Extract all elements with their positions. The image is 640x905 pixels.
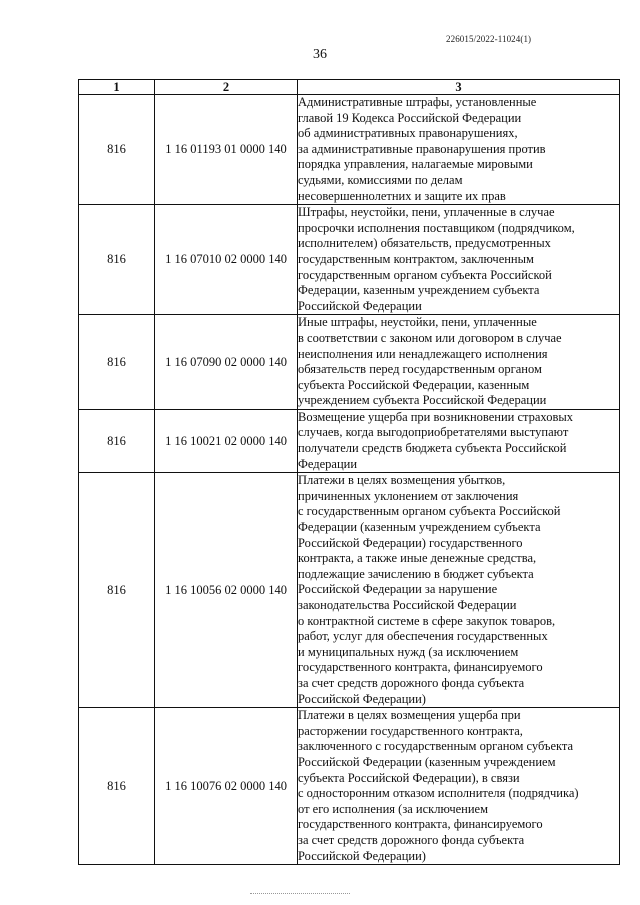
description-line: с односторонним отказом исполнителя (подрядчика)	[298, 786, 579, 801]
description-line: Российской Федерации	[298, 298, 422, 313]
description-line: государственного контракта, финансируемого	[298, 817, 543, 832]
table-row	[79, 708, 620, 865]
table-row	[79, 315, 620, 410]
description-line: обязательств перед государственным органом	[298, 362, 542, 377]
admin-code-cell: 816	[79, 95, 155, 205]
description-line: об административных правонарушениях,	[298, 126, 518, 141]
description-line: исполнителем) обязательств, предусмотренных	[298, 236, 551, 251]
admin-code-cell: 816	[79, 315, 155, 410]
description-line: Иные штрафы, неустойки, пени, уплаченные	[298, 315, 537, 330]
description-line: Штрафы, неустойки, пени, уплаченные в случае	[298, 205, 555, 220]
budget-code-cell: 1 16 01193 01 0000 140	[155, 95, 298, 205]
description-line: от его исполнения (за исключением	[298, 801, 489, 816]
description-line: субъекта Российской Федерации, казенным	[298, 377, 530, 392]
description-line: государственным контрактом, заключенным	[298, 251, 534, 266]
description-line: Федерации	[298, 456, 358, 471]
table-header-row	[79, 80, 620, 95]
budget-code-cell: 1 16 10056 02 0000 140	[155, 473, 298, 708]
description-line: Российской Федерации за нарушение	[298, 582, 498, 597]
description-line: Возмещение ущерба при возникновении страховых	[298, 409, 573, 424]
description-line: государственного контракта, финансируемого	[298, 660, 543, 675]
description-cell	[298, 473, 620, 708]
description-line: за административные правонарушения против	[298, 141, 546, 156]
description-line: подлежащие зачислению в бюджет субъекта	[298, 566, 534, 581]
column-header-1: 1	[79, 80, 155, 95]
admin-code-cell: 816	[79, 473, 155, 708]
admin-code-cell: 816	[79, 708, 155, 865]
description-line: о контрактной системе в сфере закупок товаров,	[298, 613, 556, 628]
description-line: работ, услуг для обеспечения государственных	[298, 629, 548, 644]
description-line: Российской Федерации) государственного	[298, 535, 523, 550]
description-line: с государственным органом субъекта Российской	[298, 504, 561, 519]
description-line: Федерации (казенным учреждением субъекта	[298, 520, 541, 535]
budget-code-cell: 1 16 10021 02 0000 140	[155, 409, 298, 472]
document-id: 226015/2022-11024(1)	[446, 34, 532, 44]
description-line: Платежи в целях возмещения убытков,	[298, 473, 506, 488]
description-line: неисполнения или ненадлежащего исполнения	[298, 346, 548, 361]
description-cell	[298, 409, 620, 472]
description-cell	[298, 95, 620, 205]
description-line: причиненных уклонением от заключения	[298, 488, 519, 503]
budget-code-cell: 1 16 07010 02 0000 140	[155, 205, 298, 315]
description-cell	[298, 315, 620, 410]
description-line: государственным органом субъекта Российской	[298, 267, 552, 282]
table-row	[79, 205, 620, 315]
description-line: за счет средств дорожного фонда субъекта	[298, 832, 525, 847]
description-line: Административные штрафы, установленные	[298, 95, 537, 109]
description-line: порядка управления, налагаемые мировыми	[298, 157, 533, 172]
description-line: Российской Федерации)	[298, 691, 426, 706]
description-cell	[298, 205, 620, 315]
description-line: Российской Федерации (казенным учреждением	[298, 754, 556, 769]
description-line: случаев, когда выгодоприобретателями выступают	[298, 425, 569, 440]
description-line: главой 19 Кодекса Российской Федерации	[298, 110, 522, 125]
description-line: за счет средств дорожного фонда субъекта	[298, 675, 525, 690]
budget-code-cell: 1 16 10076 02 0000 140	[155, 708, 298, 865]
column-header-3: 3	[298, 80, 620, 95]
description-line: несовершеннолетних и защите их прав	[298, 188, 506, 203]
description-line: законодательства Российской Федерации	[298, 598, 517, 612]
description-line: просрочки исполнения поставщиком (подрядчиком,	[298, 220, 575, 235]
description-line: в соответствии с законом или договором в случае	[298, 330, 562, 345]
table-row	[79, 95, 620, 205]
admin-code-cell: 816	[79, 205, 155, 315]
description-cell	[298, 708, 620, 865]
page-number: 36	[313, 47, 327, 62]
description-line: Платежи в целях возмещения ущерба при	[298, 708, 521, 723]
description-line: получатели средств бюджета субъекта Российской	[298, 441, 567, 456]
description-line: Федерации, казенным учреждением субъекта	[298, 283, 540, 298]
description-line: субъекта Российской Федерации), в связи	[298, 770, 520, 785]
scan-artifact	[250, 893, 350, 899]
description-line: и муниципальных нужд (за исключением	[298, 644, 519, 659]
revenue-codes-table	[78, 79, 620, 865]
description-line: Российской Федерации)	[298, 848, 426, 863]
table-row	[79, 409, 620, 472]
description-line: судьями, комиссиями по делам	[298, 172, 463, 187]
budget-code-cell: 1 16 07090 02 0000 140	[155, 315, 298, 410]
description-line: заключенного с государственным органом субъекта	[298, 739, 574, 754]
description-line: расторжении государственного контракта,	[298, 723, 523, 738]
description-line: контракта, а также иные денежные средства,	[298, 551, 537, 566]
table-row	[79, 473, 620, 708]
description-line: учреждением субъекта Российской Федерации	[298, 393, 547, 408]
column-header-2: 2	[155, 80, 298, 95]
admin-code-cell: 816	[79, 409, 155, 472]
